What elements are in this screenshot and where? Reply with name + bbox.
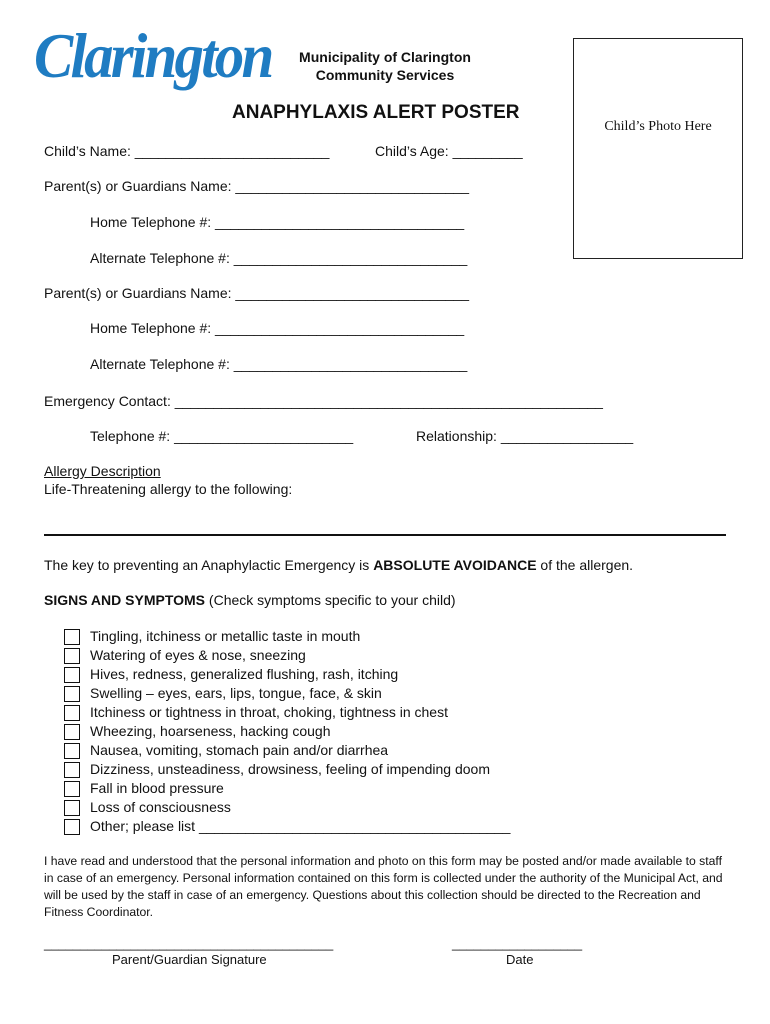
childs-name-field[interactable]: Child’s Name: _________________________ [44, 143, 330, 159]
page-title: ANAPHYLAXIS ALERT POSTER [232, 102, 520, 123]
org-line-1: Municipality of Clarington [299, 49, 471, 65]
symptom-checkbox[interactable] [64, 705, 80, 721]
guardian-2-home-phone-field[interactable]: Home Telephone #: ________________________________ [90, 320, 465, 336]
consent-paragraph: I have read and understood that the personal information and photo on this form may be posted and/or made available to staff in case of an emergency. Personal information contained on this form is collected under the authority of the Municipal Act, and will be used by the staff in case of an emergency. Questions about this collection should be directed to the Recreation and Fitness Coordinator. [44, 854, 723, 919]
symptom-label: Itchiness or tightness in throat, choking, tightness in chest [90, 704, 448, 720]
signature-line[interactable]: ________________________________________ [44, 936, 334, 951]
symptom-checkbox[interactable] [64, 629, 80, 645]
symptom-label: Swelling – eyes, ears, lips, tongue, face, & skin [90, 685, 382, 701]
symptom-label: Wheezing, hoarseness, hacking cough [90, 723, 331, 739]
allergy-description-heading: Allergy Description [44, 463, 161, 479]
avoidance-prefix: The key to preventing an Anaphylactic Emergency is [44, 557, 374, 573]
org-line-2: Community Services [315, 67, 455, 83]
symptom-label: Dizziness, unsteadiness, drowsiness, feeling of impending doom [90, 761, 490, 777]
child-photo-box[interactable] [573, 38, 743, 259]
allergy-description-subtext: Life-Threatening allergy to the following: [44, 481, 293, 497]
symptom-checkbox[interactable] [64, 667, 80, 683]
relationship-field[interactable]: Relationship: _________________ [416, 428, 634, 444]
guardian-1-home-phone-field[interactable]: Home Telephone #: ________________________________ [90, 214, 465, 230]
section-divider [44, 534, 726, 536]
clarington-logo: Clarington [34, 20, 272, 91]
guardian-1-alt-phone-field[interactable]: Alternate Telephone #: ______________________________ [90, 250, 468, 266]
signs-heading [44, 592, 456, 609]
symptom-label: Watering of eyes & nose, sneezing [90, 647, 306, 663]
symptom-label: Loss of consciousness [90, 799, 231, 815]
guardian-2-alt-phone-field[interactable]: Alternate Telephone #: ______________________________ [90, 356, 468, 372]
emergency-phone-field[interactable]: Telephone #: _______________________ [90, 428, 354, 444]
symptom-checkbox[interactable] [64, 686, 80, 702]
symptom-label: Fall in blood pressure [90, 780, 224, 796]
symptom-checkbox[interactable] [64, 781, 80, 797]
signs-heading-title: SIGNS AND SYMPTOMS [44, 592, 206, 608]
symptom-checkbox[interactable] [64, 800, 80, 816]
symptom-label: Tingling, itchiness or metallic taste in mouth [90, 628, 361, 644]
symptom-checkbox[interactable] [64, 762, 80, 778]
avoidance-emphasis: ABSOLUTE AVOIDANCE [373, 557, 537, 573]
symptom-label: Nausea, vomiting, stomach pain and/or diarrhea [90, 742, 389, 758]
symptom-label: Hives, redness, generalized flushing, rash, itching [90, 666, 399, 682]
symptom-checkbox[interactable] [64, 743, 80, 759]
childs-age-field[interactable]: Child’s Age: _________ [375, 143, 523, 159]
avoidance-suffix: of the allergen. [536, 557, 634, 573]
symptom-checkbox[interactable] [64, 724, 80, 740]
date-line[interactable]: __________________ [452, 936, 583, 951]
date-label: Date [506, 952, 534, 967]
guardian-1-name-field[interactable]: Parent(s) or Guardians Name: ______________________________ [44, 178, 469, 194]
signature-label: Parent/Guardian Signature [112, 952, 267, 967]
guardian-2-name-field[interactable]: Parent(s) or Guardians Name: ______________________________ [44, 285, 469, 301]
symptom-label: Other; please list ________________________________________ [90, 818, 511, 834]
signs-heading-note: (Check symptoms specific to your child) [205, 592, 456, 608]
photo-placeholder-label: Child’s Photo Here [604, 119, 712, 134]
symptom-checkbox[interactable] [64, 648, 80, 664]
symptom-checkbox[interactable] [64, 819, 80, 835]
organization-name [260, 48, 510, 84]
emergency-contact-field[interactable]: Emergency Contact: _______________________________________________________ [44, 393, 603, 409]
avoidance-statement [44, 557, 633, 574]
